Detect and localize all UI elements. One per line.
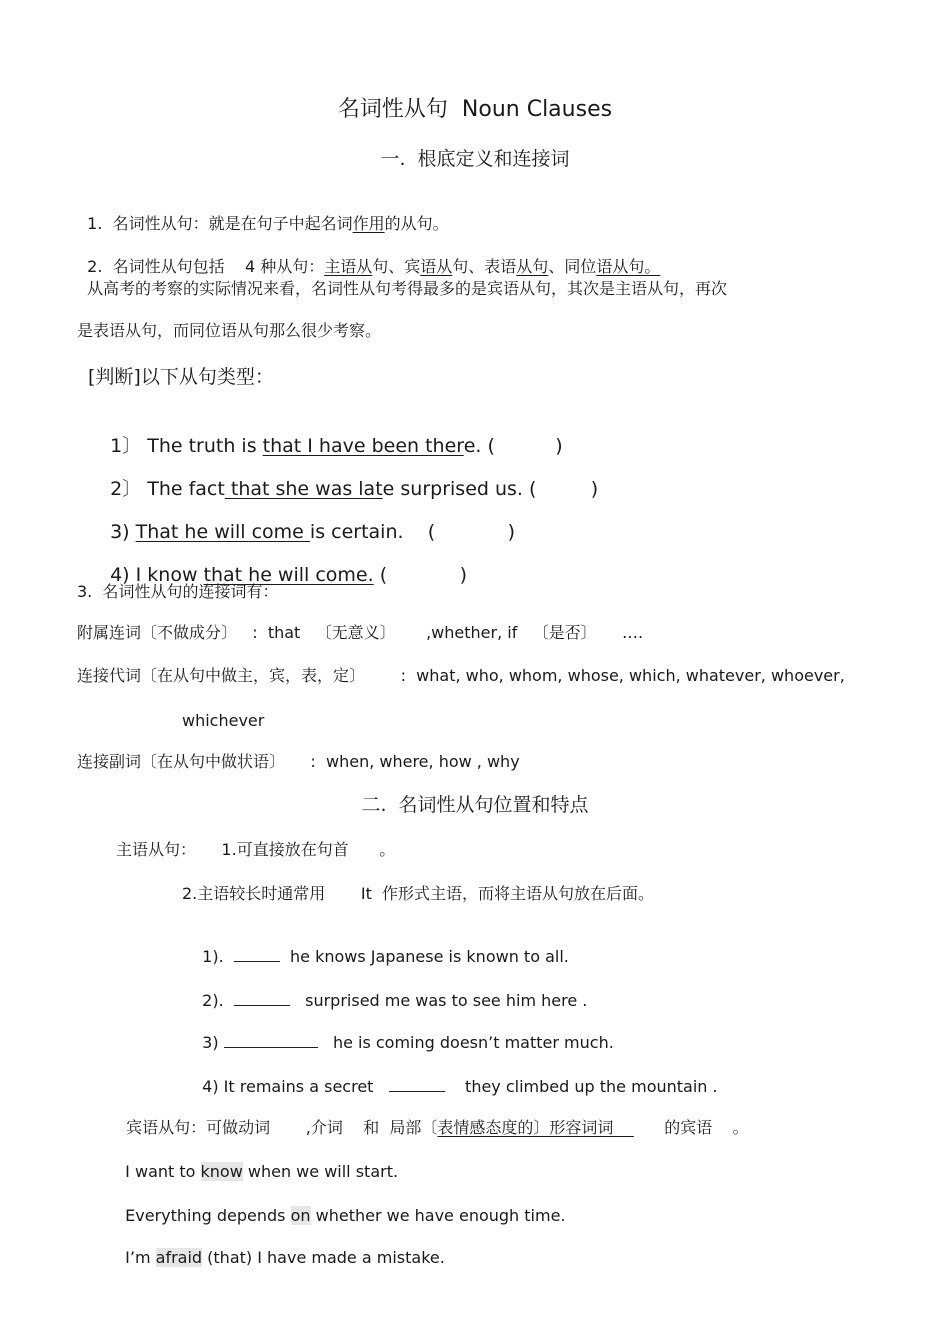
section2-heading: 二. 名词性从句位置和特点 xyxy=(361,794,589,816)
question-3-pre: 3) xyxy=(202,1033,224,1052)
exam-note-line2: 是表语从句，而同位语从句那么很少考察。 xyxy=(77,321,382,340)
sample-sentence-1 xyxy=(115,1142,398,1182)
clause-types-pre: 2. 名词性从句包括 4 种从句： xyxy=(87,257,325,276)
example-1 xyxy=(98,410,563,458)
answer-blank-4[interactable] xyxy=(389,1077,445,1092)
example-2 xyxy=(98,453,598,501)
clause-types-u1: 主语从 xyxy=(324,257,373,276)
clause-types-line xyxy=(77,237,660,277)
clause-types-u4: 语从句。 xyxy=(596,257,661,276)
judge-heading: [判断]以下从句类型： xyxy=(88,366,274,388)
example-3 xyxy=(98,496,515,544)
clause-types-b: 句、表语 xyxy=(452,257,517,276)
question-2-post: surprised me was to see him here . xyxy=(289,991,588,1010)
sample-sentence-3 xyxy=(115,1228,445,1268)
example-4-pre: 4) I know xyxy=(110,564,204,586)
question-1 xyxy=(192,927,569,967)
object-clause-post: 的宾语 。 xyxy=(633,1118,749,1137)
sample-1-highlight: know xyxy=(200,1162,243,1181)
question-4 xyxy=(192,1057,718,1097)
example-1-pre: 1〕 The truth is xyxy=(110,435,263,457)
subject-clause-2: 2.主语较长时通常用 It 作形式主语，而将主语从句放在后面。 xyxy=(182,884,655,903)
subject-clause-1: 主语从句： 1.可直接放在句首 。 xyxy=(116,840,396,859)
definition-line xyxy=(77,194,449,234)
question-2 xyxy=(192,971,587,1011)
sample-3-pre: I’m xyxy=(125,1248,156,1267)
object-clause-underlined: 表情感态度的〕形容词词 xyxy=(437,1118,634,1137)
example-4-underlined: that he will come. xyxy=(203,564,374,586)
answer-blank-3[interactable] xyxy=(224,1033,318,1048)
clause-types-u2: 语从 xyxy=(420,257,453,276)
question-3-post: he is coming doesn’t matter much. xyxy=(317,1033,614,1052)
answer-blank-2[interactable] xyxy=(234,991,290,1006)
example-1-underlined: that I have been ther xyxy=(262,435,464,457)
sample-1-pre: I want to xyxy=(125,1162,201,1181)
clause-types-c: 、同位 xyxy=(548,257,597,276)
connective-pronouns-cont: whichever xyxy=(182,711,265,730)
example-2-pre: 2〕 The fact xyxy=(110,478,225,500)
example-3-pre: 3) xyxy=(110,521,136,543)
sample-1-post: when we will start. xyxy=(242,1162,399,1181)
definition-pre: 1. 名词性从句：就是在句子中起名词 xyxy=(87,214,353,233)
sample-2-pre: Everything depends xyxy=(125,1206,291,1225)
object-clause-pre: 宾语从句：可做动词 ,介词 和 局部〔 xyxy=(126,1118,438,1137)
example-4 xyxy=(98,539,467,587)
example-4-post: ( ) xyxy=(373,564,467,586)
sample-2-highlight: on xyxy=(290,1206,311,1225)
connectives-heading: 3. 名词性从句的连接词有： xyxy=(77,582,279,601)
clause-types-u3: 从句 xyxy=(516,257,549,276)
connective-adverbs: 连接副词〔在从句中做状语〕 : when, where, how , why xyxy=(77,752,520,771)
clause-types-a: 句、宾 xyxy=(372,257,421,276)
question-2-pre: 2). xyxy=(202,991,234,1010)
example-1-post: e. ( ) xyxy=(463,435,563,457)
exam-note-line1: 从高考的考察的实际情况来看，名词性从句考得最多的是宾语从句，其次是主语从句，再次 xyxy=(87,279,728,298)
answer-blank-1[interactable] xyxy=(234,947,280,962)
sample-sentence-2 xyxy=(115,1186,566,1226)
sample-3-highlight: afraid xyxy=(155,1248,203,1267)
object-clause-line xyxy=(116,1098,749,1138)
subordinating-conjunctions: 附属连词〔不做成分〕 : that 〔无意义〕 ,whether, if 〔是否〕 …. xyxy=(77,623,644,642)
question-4-pre: 4) It remains a secret xyxy=(202,1077,389,1096)
sample-3-post: (that) I have made a mistake. xyxy=(202,1248,445,1267)
example-2-underlined: that she was lat xyxy=(224,478,383,500)
section1-heading: 一. 根底定义和连接词 xyxy=(380,148,570,170)
page-title: 名词性从句 Noun Clauses xyxy=(337,97,613,122)
question-1-pre: 1). xyxy=(202,947,234,966)
example-2-post: e surprised us. ( ) xyxy=(382,478,599,500)
question-1-post: he knows Japanese is known to all. xyxy=(279,947,569,966)
definition-underlined: 作用 xyxy=(352,214,385,233)
question-3 xyxy=(192,1013,614,1053)
definition-post: 的从句。 xyxy=(384,214,449,233)
sample-2-post: whether we have enough time. xyxy=(310,1206,566,1225)
question-4-post: they climbed up the mountain . xyxy=(444,1077,718,1096)
connective-pronouns: 连接代词〔在从句中做主，宾，表，定〕 : what, who, whom, whose, which, whatever, whoever, xyxy=(77,666,845,685)
example-3-underlined: That he will come xyxy=(135,521,310,543)
example-3-post: is certain. ( ) xyxy=(309,521,515,543)
